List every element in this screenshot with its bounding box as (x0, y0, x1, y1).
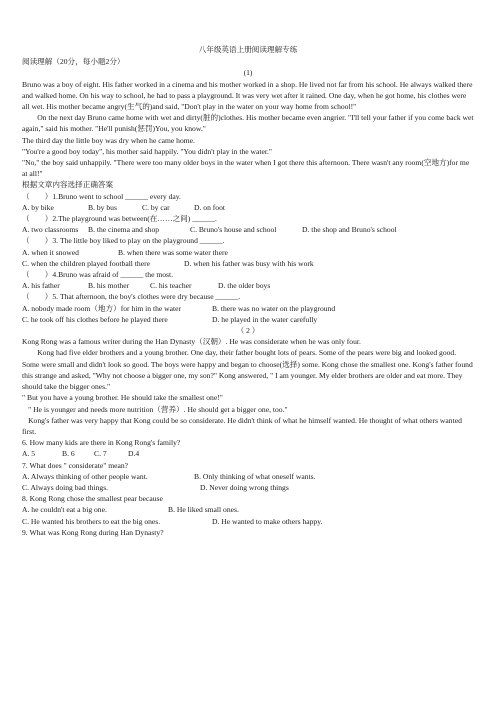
option[interactable]: A. he couldn't eat a big one. (22, 505, 107, 515)
question-8-options (22, 516, 474, 527)
option[interactable]: B. He liked small ones. (168, 505, 239, 515)
question-5-options (22, 303, 474, 314)
document-title: 八年级英语上册阅读理解专练 (198, 45, 298, 54)
option[interactable]: D. he played in the water carefully (212, 314, 318, 324)
passage1-paragraph: Bruno was a boy of eight. His father worked in a cinema and his mother worked in a shop. He lived not far from his school. He always walked there and walked home. On his way to school, he had to pass a playground. It was very wet after it rained. One day, when he got home, his clothes were all wet. His mother became angry(生气的)and said, "Don't play in the water on your way home from school!" (22, 79, 473, 112)
question-8-stem: 8. Kong Rong chose the smallest pear because (22, 494, 163, 504)
option[interactable]: C. Bruno's house and school (190, 225, 277, 235)
question-1-options (22, 202, 474, 213)
passage1-number: (1) (243, 68, 253, 78)
question-7-stem: 7. What does " considerate" mean? (22, 460, 129, 470)
question-8-options (22, 504, 474, 515)
option[interactable]: A. Always thinking of other people want. (22, 471, 148, 481)
question-4-stem: （ ）4.Bruno was afraid of ______ the most. (22, 270, 174, 280)
passage1-instruction: 根据文章内容选择正确答案 (22, 180, 114, 190)
question-6-options (22, 448, 474, 459)
question-7-options (22, 471, 474, 482)
question-2-options (22, 224, 474, 235)
option[interactable]: D.4 (128, 449, 140, 459)
option[interactable]: C. Always doing bad things. (22, 482, 109, 492)
question-6-stem: 6. How many kids are there in Kong Rong's family? (22, 438, 181, 448)
option[interactable]: B. Only thinking of what oneself wants. (194, 471, 316, 481)
option[interactable]: D. when his father was busy with his work (184, 258, 314, 268)
option[interactable]: C. He wanted his brothers to eat the big ones. (22, 516, 161, 526)
option[interactable]: D. He wanted to make others happy. (212, 516, 323, 526)
option[interactable]: B. by bus (88, 202, 117, 212)
option[interactable]: D. on foot (194, 202, 226, 212)
question-9-stem: 9. What was Kong Rong during Han Dynasty? (22, 527, 164, 537)
question-5-stem: （ ）5. That afternoon, the boy's clothes were dry because ______. (22, 292, 241, 302)
question-5-options (22, 314, 474, 325)
option[interactable]: A. 5 (22, 449, 36, 459)
question-3-stem: （ ）3. The little boy liked to play on the playground ______. (22, 236, 225, 246)
option[interactable]: B. 6 (62, 449, 75, 459)
option[interactable]: C. when the children played football there (22, 258, 150, 268)
passage1-paragraph: On the next day Bruno came home with wet and dirty(脏的)clothes. His mother became even angrier. "I'll tell your father if you come back wet again," said his mother. "He'll punish(惩罚)You, you know." (22, 113, 474, 134)
option[interactable]: C. he took off his clothes before he played there (22, 314, 168, 324)
passage1-paragraph: "No," the boy said unhappily. "There were too many older boys in the water when I got there this afternoon. There wasn't any room(空地方)for me at all!" (22, 158, 470, 179)
option[interactable]: A. his father (22, 281, 60, 291)
option[interactable]: B. there was no water on the playground (212, 303, 336, 313)
question-1-stem: （ ）1.Bruno went to school ______ every day. (22, 191, 181, 201)
passage1-paragraph: The third day the little boy was dry when he came home. (22, 135, 195, 145)
option[interactable]: A. by bike (22, 202, 54, 212)
question-2-stem: （ ）2.The playground was between(在……之间) ______. (22, 214, 217, 224)
section-header: 阅读理解（20分，每小题2分） (22, 57, 125, 67)
option[interactable]: B. when there was some water there (118, 247, 228, 257)
option[interactable]: D. the shop and Bruno's school (302, 225, 397, 235)
option[interactable]: C. 7 (94, 449, 107, 459)
option[interactable]: D. the older boys (218, 281, 271, 291)
question-3-options (22, 258, 474, 269)
passage2-paragraph: " He is younger and needs more nutrition（营养）. He should get a bigger one, too." (28, 404, 288, 414)
option[interactable]: C. his teacher (150, 281, 192, 291)
passage2-paragraph: Kong's father was very happy that Kong could be so considerate. He didn't think of what he himself wanted. He thought of what others wanted first. (22, 415, 462, 436)
question-7-options (22, 482, 474, 493)
question-3-options (22, 247, 474, 258)
option[interactable]: D. Never doing wrong things (200, 482, 289, 492)
option[interactable]: B. his mother (88, 281, 130, 291)
option[interactable]: B. the cinema and shop (88, 225, 160, 235)
passage2-paragraph: " But you have a young brother. He should take the smallest one!" (22, 393, 223, 403)
passage2-paragraph: Kong had five elder brothers and a young brother. One day, their father bought lots of pears. Some of the pears were big and looked good. Some were small and didn't look so good. The boys were happy and began to choose(选择) some. Kong chose the smallest one. Kong's father found this strange and asked, "Why not choose a bigger one, my son?" Kong answered, " I am younger. My elder brothers are older and eat more. They should take the bigger ones." (22, 348, 473, 392)
passage2-paragraph: Kong Rong was a famous writer during the Han Dynasty（汉朝）. He was considerate when he was only four. (22, 337, 361, 347)
option[interactable]: A. nobody made room（地方）for him in the water (22, 303, 182, 313)
passage2-number: （ 2 ） (236, 326, 260, 336)
passage1-paragraph: "You're a good boy today", his mother said happily. "You didn't play in the water." (22, 146, 272, 156)
question-4-options (22, 280, 474, 291)
option[interactable]: A. two classrooms (22, 225, 79, 235)
option[interactable]: C. by car (142, 202, 170, 212)
option[interactable]: A. when it snowed (22, 247, 79, 257)
